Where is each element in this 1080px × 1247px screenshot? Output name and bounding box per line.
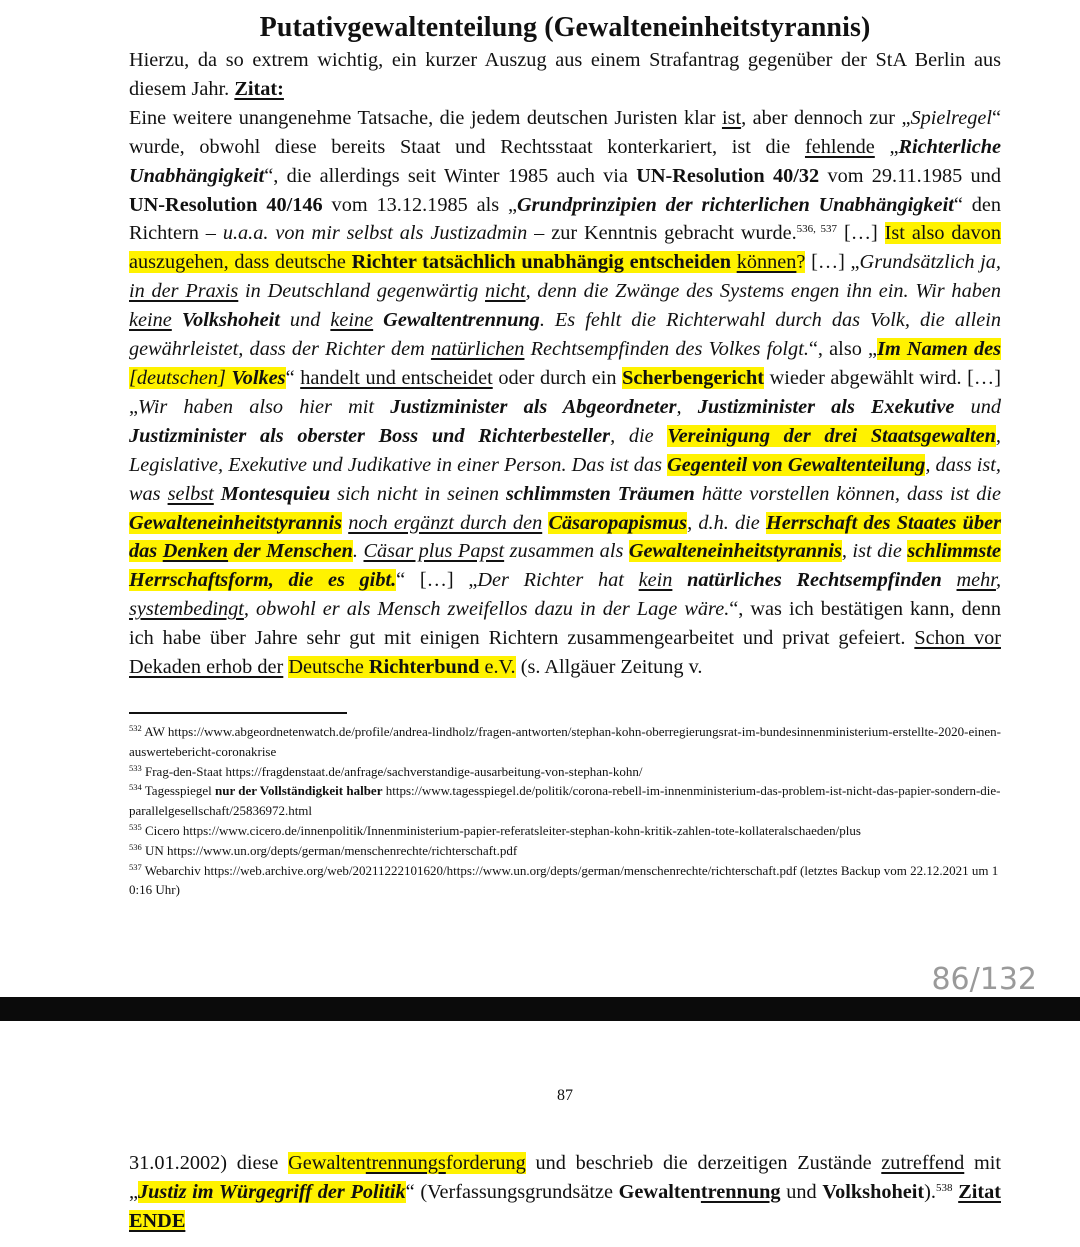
text-span: “ […] „ (396, 569, 478, 592)
highlighted-text: Richter tatsächlich unabhängig entscheiden (351, 251, 732, 274)
highlighted-text: Justiz im Würgegriff der Politik (138, 1180, 406, 1203)
pdf-page-87 (0, 1021, 1080, 1247)
text-span: Grundsätzlich ja, (859, 251, 1001, 274)
footnote: $^{532}$ AW https://www.abgeordnetenwatch.de/profile/andrea-lindholz/fragen-antworten/stephan-kohn-oberregierungsrat-im-bundesinnenministerium-erstellte-2020-einen-auswertebericht-coronakrise (129, 723, 1001, 759)
text-span: trennung (700, 1180, 781, 1203)
text-span: Volkshoheit (822, 1180, 925, 1203)
text-span: ist (721, 106, 742, 129)
text-span: und (786, 1180, 817, 1203)
intro-text: Hierzu, da so extrem wichtig, ein kurzer Auszug aus einem Strafantrag gegenüber der StA Berlin aus diesem Jahr. (129, 49, 1001, 100)
text-span: vom 13.12.1985 als „ (331, 193, 518, 216)
text-span: handelt und entscheidet (300, 366, 493, 389)
text-span: UN-Resolution 40/146 (129, 193, 323, 216)
highlighted-text: trennungs (365, 1152, 446, 1174)
highlighted-text: Denken (162, 540, 229, 563)
text-span: und (970, 395, 1001, 418)
text-span: , (995, 569, 1002, 592)
text-span: in der Praxis (129, 280, 239, 303)
footnote: $^{533}$ Frag-den-Staat https://fragdenstaat.de/anfrage/sachverstandige-ausarbeitung-von-stephan-kohn/ (129, 762, 643, 779)
text-span: […] (843, 222, 878, 245)
text-span: , d.h. die (687, 511, 760, 534)
text-span: “ (Verfassungsgrundsätze (405, 1180, 613, 1203)
text-span: – zur Kenntnis gebracht wurde. (534, 222, 797, 245)
text-span: kein (638, 569, 673, 592)
highlighted-text: Ist also davon auszugehen, dass deutsche (129, 222, 1001, 274)
text-span: Volkshoheit (181, 309, 280, 332)
highlighted-text: [deutschen] (129, 366, 226, 389)
text-span: , (676, 395, 682, 418)
highlighted-text: Gewalteneinheitstyrannis (129, 511, 342, 534)
text-span: UN-Resolution 40/32 (636, 164, 820, 187)
highlighted-text: Im Namen des (877, 338, 1002, 361)
text-span: Eine weitere unangenehme Tatsache, die jedem deutschen Juristen klar (129, 106, 716, 129)
page-indicator: 86/132 (931, 962, 1037, 997)
text-span: . Es fehlt die Richterwahl durch das Volk, die allein gewährleistet, dass der Richter dem (129, 309, 1002, 361)
highlighted-text: schlimmste Herrschaftsform, die es gibt. (129, 540, 1001, 592)
text-span: , die (610, 424, 654, 447)
text-span: Justizminister als Abgeordneter (390, 395, 677, 418)
text-span: hätte vorstellen können, dass ist die (701, 482, 1002, 505)
text-span: Cäsar plus Papst (363, 540, 505, 563)
highlighted-text: Gewalten (288, 1152, 366, 1174)
text-span: Schon vor Dekaden erhob der (129, 627, 1001, 679)
text-span: und beschrieb die derzeitigen Zustände (535, 1152, 872, 1174)
footnote-ref: 538 (936, 1181, 953, 1194)
text-span: u.a.a. von mir selbst als Justizadmin (222, 222, 528, 245)
text-span: “ den Richtern – (129, 193, 1001, 245)
text-span: , denn die Zwänge des Systems engen ihn ein. Wir haben (525, 280, 1001, 303)
highlighted-text: e.V. (484, 656, 516, 679)
page-divider (0, 997, 1080, 1021)
body-text (129, 46, 1001, 682)
text-span: “, also „ (808, 338, 878, 361)
text-span: Wir haben also hier mit (138, 395, 375, 418)
highlighted-text: Deutsche (288, 656, 364, 679)
text-span: , obwohl er als Mensch zweifellos dazu in der Lage wäre. (243, 598, 730, 621)
text-span: , aber dennoch zur „ (741, 106, 911, 129)
highlighted-text: Richterbund (368, 656, 480, 679)
text-span: ). (924, 1180, 936, 1203)
text-span: Montesquieu (220, 482, 331, 505)
footnote: $^{537}$ Webarchiv https://web.archive.org/web/20211222101620/https://www.un.org/depts/german/menschenrechte/richterschaft.pdf (letztes Backup vom 22.12.2021 um 10:16 Uhr) (129, 861, 999, 898)
text-span: Der Richter hat (477, 569, 624, 592)
text-span: und (289, 309, 321, 332)
text-span: „ (889, 135, 899, 158)
highlighted-text: Gewalteneinheitstyrannis (628, 540, 842, 563)
text-span: Spielregel (910, 106, 992, 129)
page-number: 87 (557, 1087, 573, 1104)
highlighted-text: ENDE (129, 1209, 186, 1232)
highlighted-text: Volkes (231, 366, 286, 389)
text-span: . (352, 540, 358, 563)
text-span: (s. Allgäuer Zeitung v. (520, 656, 703, 679)
highlighted-text: Gegenteil von Gewaltenteilung (667, 453, 926, 476)
text-span: fehlende (804, 135, 875, 158)
text-span: , Legislative, Exekutive und Judikative in einer Person. Das ist das (129, 424, 1001, 476)
text-span: […] „ (811, 251, 860, 274)
text-span: Justizminister als Exekutive (697, 395, 955, 418)
highlighted-text: forderung (445, 1152, 526, 1174)
highlighted-text: ? (796, 251, 806, 274)
text-span: “, was ich bestätigen kann, denn ich habe über Jahre sehr gut mit einigen Richtern zusammengearbeitet und privat gefeiert. (129, 598, 1001, 650)
text-span: Rechtsempfinden des Volkes folgt. (530, 338, 809, 361)
text-span: natürliches Rechtsempfinden (687, 569, 942, 592)
text-span: Zitat (958, 1180, 1001, 1203)
text-span: Richterliche Unabhängigkeit (129, 135, 1001, 187)
text-span: 31.01.2002) diese (129, 1152, 279, 1174)
text-span: “ (285, 366, 295, 389)
text-span: Grundprinzipien der richterlichen Unabhängigkeit (517, 193, 954, 216)
text-span: nicht (485, 280, 526, 303)
text-span: keine (330, 309, 374, 332)
text-span: selbst (167, 482, 214, 505)
body-text-continued (129, 1149, 1001, 1236)
text-span: “, die allerdings seit Winter 1985 auch via (264, 164, 628, 187)
text-span: natürlichen (430, 338, 525, 361)
footnote: $^{535}$ Cicero https://www.cicero.de/innenpolitik/Innenministerium-papier-referatsleiter-stephan-kohn-kritik-zahlen-tote-kollateralschaeden/plus (129, 821, 861, 838)
footnote: $^{534}$ Tagesspiegel nur der Vollständigkeit halber https://www.tagesspiegel.de/politik/corona-rebell-im-innenministerium-das-problem-ist-nicht-das-papier-sondern-die-parallelgesellschaft/25836972.html (129, 782, 1001, 819)
text-span: , dass ist, was (129, 453, 1001, 505)
text-span: schlimmsten Träumen (505, 482, 695, 505)
text-span: , ist die (841, 540, 902, 563)
highlighted-text: Scherbengericht (622, 366, 765, 389)
zitat-label: Zitat: (234, 77, 284, 100)
text-span: wieder abgewählt wird. […] „ (129, 366, 1001, 418)
text-span: mit „ (129, 1152, 1002, 1203)
footnote-separator (129, 712, 347, 714)
text-span: zusammen als (509, 540, 624, 563)
highlighted-text: können (736, 251, 797, 274)
footnotes (129, 722, 1001, 900)
text-span: in Deutschland gegenwärtig (245, 280, 479, 303)
text-span: vom 29.11.1985 und (827, 164, 1001, 187)
text-span: sich nicht in seinen (337, 482, 499, 505)
text-span: Gewaltentrennung (383, 309, 540, 332)
highlighted-text: Cäsaropapismus (548, 511, 688, 534)
text-span: systembedingt (129, 598, 244, 621)
footnote-ref: 536, 537 (796, 223, 838, 236)
text-span: “ wurde, obwohl diese bereits Staat und Rechtsstaat konterkariert, ist die (129, 106, 1001, 158)
footnote: $^{536}$ UN https://www.un.org/depts/german/menschenrechte/richterschaft.pdf (129, 841, 518, 858)
text-span: Justizminister als oberster Boss und Richterbesteller (129, 424, 611, 447)
highlighted-text: Vereinigung der drei Staatsgewalten (667, 424, 996, 447)
text-span: noch ergänzt durch den (348, 511, 543, 534)
page-title: Putativgewaltenteilung (Gewalteneinheitstyrannis) (259, 12, 871, 43)
text-span: Gewalten (618, 1180, 701, 1203)
highlighted-text: Herrschaft des Staates über das (129, 511, 1001, 563)
text-span: mehr (956, 569, 996, 592)
text-span: oder durch ein (498, 366, 617, 389)
text-span: zutreffend (881, 1152, 965, 1174)
text-span: keine (129, 309, 172, 332)
highlighted-text: der Menschen (233, 540, 353, 563)
